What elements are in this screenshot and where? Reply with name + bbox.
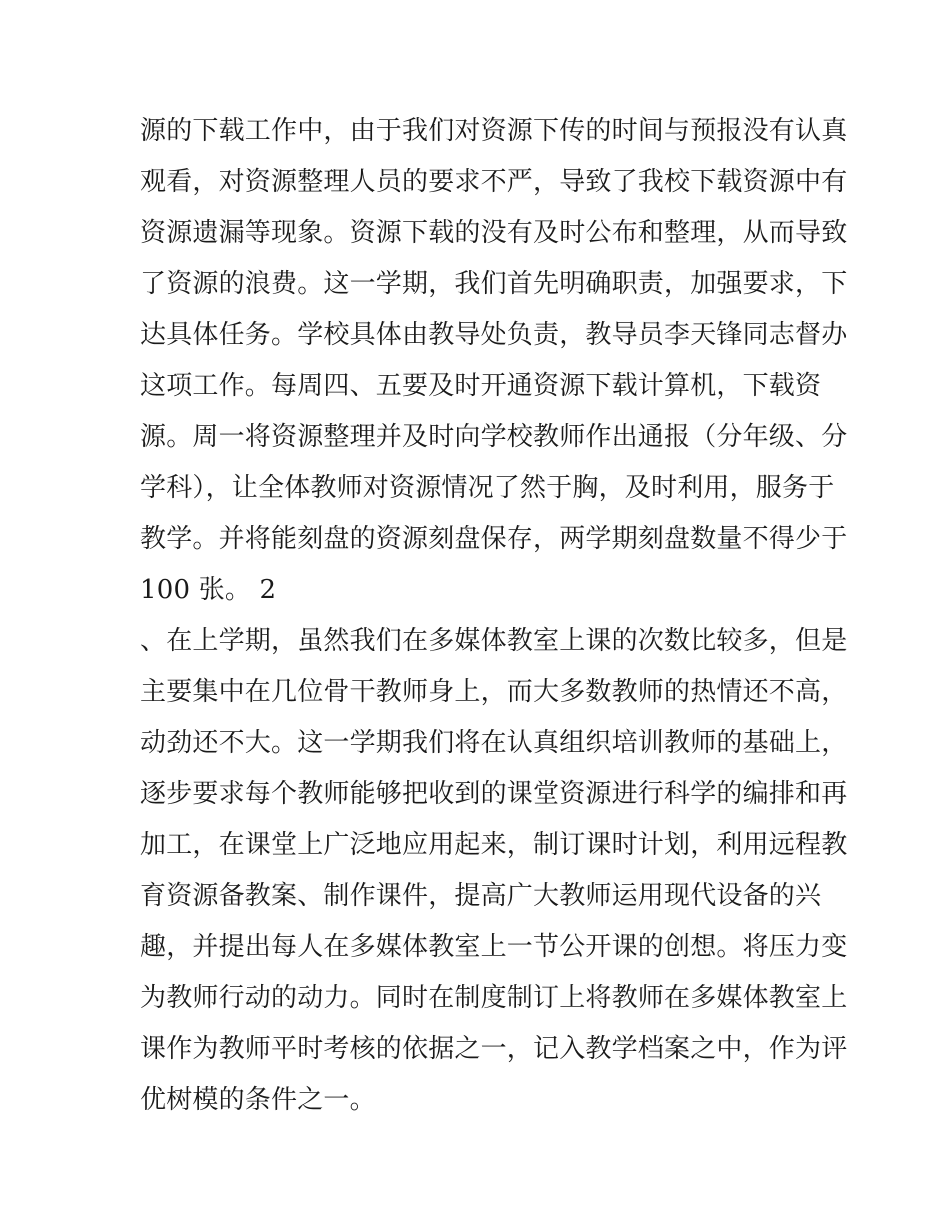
text-line: 为教师行动的动力。同时在制度制订上将教师在多媒体教室上	[140, 983, 848, 1013]
text-line: 观看，对资源整理人员的要求不严，导致了我校下载资源中有	[140, 167, 848, 197]
text-line: 动劲还不大。这一学期我们将在认真组织培训教师的基础上，	[140, 728, 848, 758]
text-line: 资源遗漏等现象。资源下载的没有及时公布和整理，从而导致	[140, 218, 848, 248]
text-line: 100 张。 2	[140, 575, 277, 605]
text-line: 源的下载工作中，由于我们对资源下传的时间与预报没有认真	[140, 116, 848, 146]
text-line: 主要集中在几位骨干教师身上，而大多数教师的热情还不高，	[140, 677, 848, 707]
text-line: 逐步要求每个教师能够把收到的课堂资源进行科学的编排和再	[140, 779, 848, 809]
text-line: 育资源备教案、制作课件，提高广大教师运用现代设备的兴	[140, 881, 822, 911]
text-line: 加工，在课堂上广泛地应用起来，制订课时计划，利用远程教	[140, 830, 848, 860]
text-line: 达具体任务。学校具体由教导处负责，教导员李天锋同志督办	[140, 320, 848, 350]
text-line: 源。周一将资源整理并及时向学校教师作出通报（分年级、分	[140, 422, 848, 452]
text-line: 趣，并提出每人在多媒体教室上一节公开课的创想。将压力变	[140, 932, 848, 962]
text-line: 学科），让全体教师对资源情况了然于胸，及时利用，服务于	[140, 473, 835, 503]
text-line: 优树模的条件之一。	[140, 1085, 376, 1115]
body-text	[140, 106, 848, 1126]
text-line: 这项工作。每周四、五要及时开通资源下载计算机，下载资	[140, 371, 822, 401]
text-line: 了资源的浪费。这一学期，我们首先明确职责，加强要求，下	[140, 269, 848, 299]
text-line: 课作为教师平时考核的依据之一，记入教学档案之中，作为评	[140, 1034, 848, 1064]
text-line: 、在上学期，虽然我们在多媒体教室上课的次数比较多，但是	[140, 626, 848, 656]
text-line: 教学。并将能刻盘的资源刻盘保存，两学期刻盘数量不得少于	[140, 524, 848, 554]
